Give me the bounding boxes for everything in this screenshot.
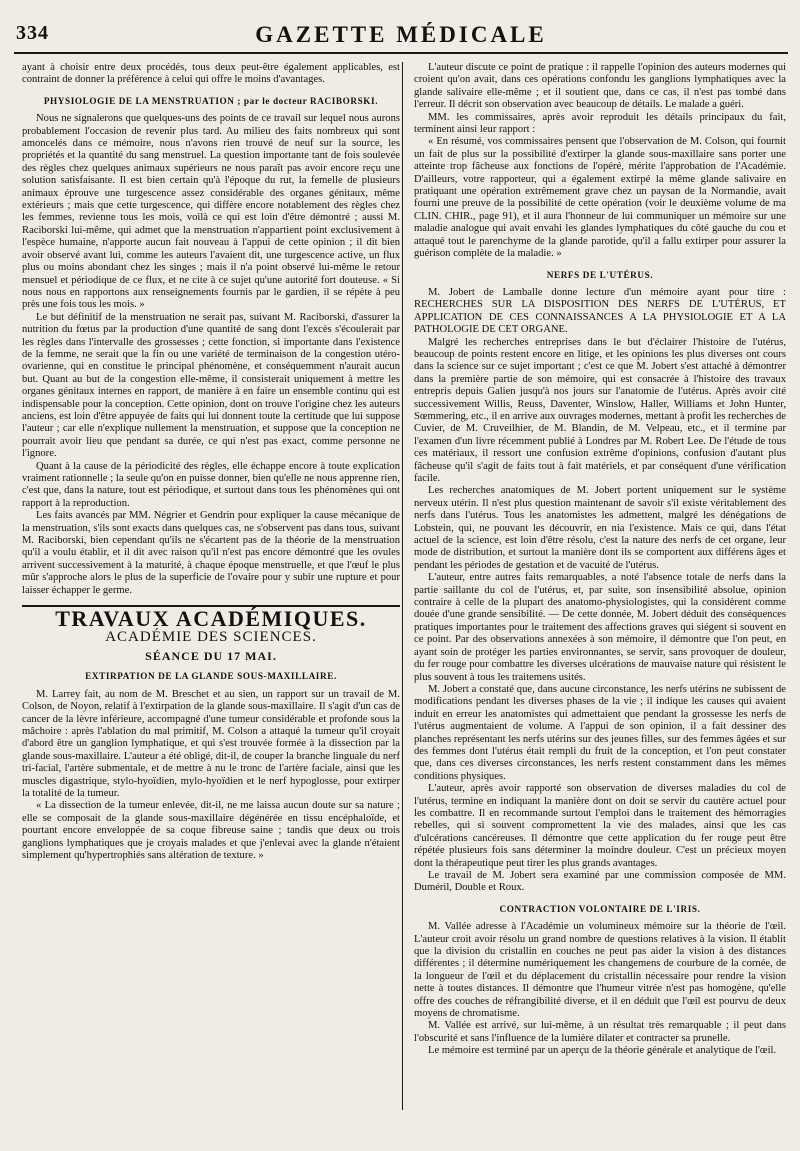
paragraph: Le travail de M. Jobert sera examiné par une commission composée de MM. Duméril, Double et Roux. <box>414 870 786 894</box>
page-number: 334 <box>16 22 49 44</box>
section-title: TRAVAUX ACADÉMIQUES. <box>55 606 367 632</box>
paragraph: Quant à la cause de la périodicité des règles, elle échappe encore à toute explication vraiment rationnelle ; la seule qu'on en puisse donner, bien qu'elle ne nous apprenne rien, c'est que, dans la nature, tout est périodique, et surtout dans tous les phénomènes qui ont rapport à la reproduction. <box>22 460 400 509</box>
journal-title: GAZETTE MÉDICALE <box>255 22 547 47</box>
paragraph: « En résumé, vos commissaires pensent que l'observation de M. Colson, qui fournit un fait de plus sur la possibilité d'extirper la glande sous-maxillaire sans porter une atteinte trop fâcheuse aux fonctions de l'opéré, mérite l'approbation de l'Académie. D'ailleurs, votre rapporteur, qui a également extirpé la même glande salivaire en pratiquant une opération extrêmement grave chez un paysan de la Normandie, avait fourni une preuve de la possibilité de cette opération (voir le deuxième volume de ma CLIN. CHIR., page 91), et il aura l'honneur de lui communiquer un mémoire sur une maladie analogue qui avait envahi les glandes lymphatiques du côté gauche du cou et attaqué tout le parenchyme de la glande parotide, qu'il a fallu extirper pour assurer la guérison complète de la maladie. » <box>414 136 786 260</box>
paragraph: Les faits avancés par MM. Négrier et Gendrin pour expliquer la cause mécanique de la menstruation, s'ils sont exacts dans quelques cas, ne s'observent pas dans tous, suivant M. Raciborski, bien cependant qu'ils ne s'écartent pas de la théorie de la menstruation qu'il a voulu établir, et il dit avec raison qu'il n'est pas encore démontré que les ovules arrivent successivement à la maturité, à chaque époque menstruelle, et que l'œuf le plus mûr s'approche alors le plus de la superficie de l'ovaire pour y subir une rupture et pour laisser échapper le germe. <box>22 510 400 596</box>
paragraph: M. Vallée adresse à l'Académie un volumineux mémoire sur la théorie de l'œil. L'auteur croit avoir résolu un grand nombre de questions relatives à la vision. Il établit que la division du cristallin en couches ne peut pas aider la vision à des distances différentes ; il détermine numériquement les changemens de courbure de la cornée, de la longueur de l'œil et du déplacement du cristallin nécessaire pour rendre la vision nette à toutes distances. Il démontre que l'humeur vitrée n'est pas homogène, qu'elle offre des couches de réfrangibilité diverse, et il en déduit que l'œil est pourvu de deux moyens de chromatisme. <box>414 921 786 1020</box>
right-column <box>414 62 786 1112</box>
paragraph: M. Vallée est arrivé, sur lui-même, à un résultat très remarquable ; il peut dans l'obscurité et sans l'influence de la lumière dilater et contracter sa prunelle. <box>414 1020 786 1044</box>
page-header <box>14 20 788 54</box>
paragraph: L'auteur, entre autres faits remarquables, a noté l'absence totale de nerfs dans la partie saillante du col de l'utérus, et, par suite, son insensibilité absolue, opinion contraire à celle de la plupart des anatomo-physiologistes, qui la considèrent comme douée d'une grande sensibilité. — De cette donnée, M. Jobert déduit des conséquences pratiques importantes pour le traitement des affections graves qui siégent si souvent en ce point. Par des observations annexées à son mémoire, il démontre que l'on peut, en ayant soin de protéger les parties environnantes, se servir, sans provoquer de douleur, du fer rouge pour combattre les diverses ulcérations de mauvaise nature qui résistent le plus souvent à tous les traitemens usités. <box>414 572 786 683</box>
article-heading-nerfs-uterus: NERFS DE L'UTÉRUS. <box>546 269 654 280</box>
paragraph: L'auteur discute ce point de pratique : il rappelle l'opinion des auteurs modernes qui croient qu'on avait, dans ces opérations confondu les ganglions lymphatiques avec la glande salivaire elle-même ; et il soutient que, dans ce cas, il n'est pas tombé dans l'erreur. Il décrit son observation avec beaucoup de détails. Le malade a guéri. <box>414 62 786 111</box>
paragraph: « La dissection de la tumeur enlevée, dit-il, ne me laissa aucun doute sur sa nature ; elle se composait de la glande sous-maxillaire dégénérée en tissu encéphaloïde, et pourtant encore enveloppée de sa coque fibreuse saine ; tandis que deux ou trois ganglions lymphatiques que je croyais malades et que j'enlevai avec la glande n'étaient simplement qu'hypertrophiés sans altération de texture. » <box>22 800 400 861</box>
paragraph: M. Jobert de Lamballe donne lecture d'un mémoire ayant pour titre : RECHERCHES SUR LA DISPOSITION DES NERFS DE L'UTÉRUS, ET APPLICATION DE CES CONNAISSANCES A LA PHYSIOLOGIE ET A LA PATHOLOGIE DE CET ORGANE. <box>414 286 786 336</box>
paragraph: Malgré les recherches entreprises dans le but d'éclairer l'histoire de l'utérus, beaucoup de points restent encore en litige, et les opinions les plus diverses ont cours dans la science sur ce sujet important ; c'est ce que M. Jobert s'est attaché à démontrer dans la première partie de son mémoire, qui est consacrée à l'histoire des travaux entrepris depuis Galien jusqu'à nos jours sur l'anatomie de l'utérus. Après avoir cité successivement Willis, Reuss, Daventer, Winslow, Haller, Williams et John Hunter, Sœmmering, etc., il en arrive aux ouvrages modernes, mettant à profit les recherches de Cuvier, de M. Cruveilhier, de M. Blandin, de M. Velpeau, etc., et il termine par l'examen d'un livre récemment publié à Londres par M. Robert Lee. De l'étude de tous ces matériaux, il ressort une confusion extrême d'opinions, confusion d'autant plus fâcheuse qu'il s'agit de faits tout à fait matériels, et par conséquent d'une vérification facile. <box>414 336 786 484</box>
left-column <box>22 62 400 1117</box>
header-rule <box>14 52 788 54</box>
article-heading-iris: CONTRACTION VOLONTAIRE DE L'IRIS. <box>499 903 701 914</box>
paragraph: Les recherches anatomiques de M. Jobert portent uniquement sur le système nerveux utérin. Il n'est plus question maintenant de savoir s'il existe véritablement des nerfs dans l'utérus. Tous les anatomistes les admettent, malgré les dénégations de Lobstein, qui, ne pouvant les découvrir, en nia l'existence. Mais ce qui, dans l'état actuel de la science, est loin d'être résolu, c'est la nature des nerfs de cet organe, leur mode de distribution, et surtout la manière dont ils se comportent aux différens âges et pendant les périodes de gestation et de vacuité de l'utérus. <box>414 485 786 571</box>
paragraph: MM. les commissaires, après avoir reproduit les détails principaux du fait, terminent ainsi leur rapport : <box>414 111 786 136</box>
article-heading-menstruation: PHYSIOLOGIE DE LA MENSTRUATION ; par le docteur RACIBORSKI. <box>43 95 379 106</box>
paragraph: Le mémoire est terminé par un aperçu de la théorie générale et analytique de l'œil. <box>428 1045 777 1057</box>
column-divider <box>402 62 403 1110</box>
article-heading-extirpation: EXTIRPATION DE LA GLANDE SOUS-MAXILLAIRE. <box>85 671 337 682</box>
paragraph: M. Jobert a constaté que, dans aucune circonstance, les nerfs utérins ne subissent de modifications pendant les diverses phases de la vie ; il indique les causes qui avaient induit en erreur les anatomistes qui admettaient que pendant la grossesse les nerfs de l'utérus augmentaient de volume. A l'appui de son opinion, il a fait dessiner des planches représentant les nerfs utérins sur des jeunes filles, sur des femmes âgées et sur des femmes dont l'utérus était rempli du fruit de la conception, et l'on peut constater que, dans ces diverses circonstances, les nerfs restent constamment dans les mêmes conditions physiques. <box>414 683 786 782</box>
paragraph: M. Larrey fait, au nom de M. Breschet et au sien, un rapport sur un travail de M. Colson, de Noyon, relatif à l'extirpation de la glande sous-maxillaire. Il s'agit d'un cas de cancer de la lèvre inférieure, accompagné d'une tumeur considérable et profonde sous la mâchoire : après l'ablation du mal primitif, M. Colson a attaqué la tumeur qu'il croyait d'abord être un ganglion lymphatique, et qui s'est trouvée formée à la dissection par la glande sous-maxillaire. L'auteur a été obligé, dit-il, de couper la branche linguale du nerf tri-facial, l'artère submentale, et de mettre à nu le tronc de l'artère faciale, ainsi que les muscles digastrique, stylo-hyoïdien, mylo-hyoïdien et le nerf hypoglosse, pour extirper la totalité de la tumeur. <box>22 688 400 799</box>
paragraph: ayant à choisir entre deux procédés, tous deux peut-être également applicables, est contraint de donner la préférence à celui qui offre le moins d'avantages. <box>22 62 400 86</box>
paragraph: Nous ne signalerons que quelques-uns des points de ce travail sur lequel nous aurons probablement l'occasion de revenir plus tard. Au milieu des faits nombreux qui sont amoncelés dans ce mémoire, nous n'avons rien trouvé de neuf sur la source, les propriétés et la quantité du sang menstruel. La question importante tant de fois soulevée des règles chez quelques animaux supérieurs ne nous paraît pas avoir encore reçu une solution satisfaisante. Il est bien certain qu'à l'époque du rut, la femelle de plusieurs animaux éprouve une turgescence assez considérable des organes génitaux, même extérieurs ; mais que cette turgescence, qui diffère encore notablement des règles chez les femmes, revienne tous les mois, voilà ce qui est loin d'être démontré ; aussi M. Raciborski lui-même, qui admet que la menstruation n'appartient point exclusivement à l'espèce humaine, n'apporte aucun fait nouveau à l'appui de cette opinion ; il dit bien avoir observé avant lui, comme les auteurs l'avaient dit, une turgescence active, un flux plus ou moins abondant chez les singes ; mais il n'a point observé lui-même le retour mensuel et périodique de ce flux, et ne cite à ce sujet qu'une autorité fort douteuse. « Si nous nous en rapportons aux renseignements fournis par le gardien, il se répète à peu près une fois tous les mois. » <box>22 113 400 311</box>
paragraph: L'auteur, après avoir rapporté son observation de diverses maladies du col de l'utérus, termine en indiquant la manière dont on doit se servir du cautère actuel pour les combattre. Il en recommande surtout l'emploi dans le traitement des hémorragies rebelles, qui si souvent compromettent la vie des malades, ainsi que les cas d'ulcérations cancéreuses. Il démontre que cette application du fer rouge peut être répétée plusieurs fois sans déterminer la moindre douleur. C'est un précieux moyen dont la thérapeutique peut tirer les plus grands avantages. <box>414 783 786 869</box>
academy-title: ACADÉMIE DES SCIENCES. <box>105 629 317 646</box>
seance-date: SÉANCE DU 17 MAI. <box>145 648 277 663</box>
paragraph: Le but définitif de la menstruation ne serait pas, suivant M. Raciborski, d'assurer la nutrition du fœtus par la production d'une quantité de sang dont l'excès s'écoulerait par les règles dans l'intervalle des grossesses ; cette fonction, si importante dans l'existence de la femme, ne serait que la fin ou une variété de terminaison de la congestion utéro-ovarienne, qui en constitue le principal phénomène, et conséquemment n'aurait aucun but. Quant au but de la congestion elle-même, il consisterait uniquement à mettre les organes génitaux internes en rapport, de manière à en faire un ensemble continu qui est indispensable pour la conception. Cette opinion, dont on trouve l'origine chez les auteurs anciens, est loin d'être appuyée de faits qui lui donnent toute la certitude que lui suppose l'auteur ; car elle n'explique nullement la menstruation, et suppose que la conception ne pourrait avoir lieu que pendant sa durée, ce qui n'est pas exact, comme personne ne l'ignore. <box>22 311 400 460</box>
